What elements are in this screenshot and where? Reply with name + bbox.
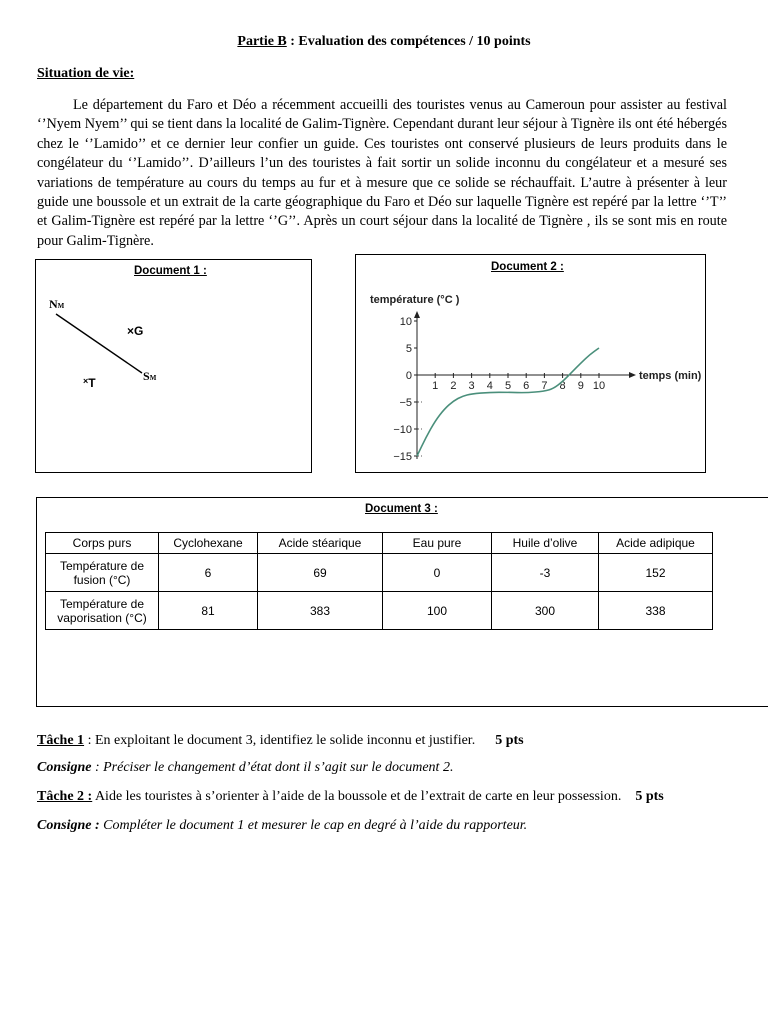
consigne-1-text: : Préciser le changement d’état dont il s’agit sur le document 2.: [91, 760, 454, 775]
x-tick-label: 3: [468, 380, 475, 392]
header-cell: Eau pure: [383, 533, 492, 554]
x-tick-label: 6: [523, 380, 530, 392]
table-cell: -3: [492, 554, 599, 592]
consigne-2-text: Compléter le document 1 et mesurer le cap en degré à l’aide du rapporteur.: [99, 818, 528, 833]
document-1-box: [35, 259, 312, 473]
y-axis-arrow: [414, 311, 420, 318]
x-tick-label: 5: [504, 380, 512, 392]
table-cell: 338: [599, 592, 713, 630]
properties-table: [45, 532, 713, 630]
partie-label: Partie B: [237, 34, 287, 49]
y-tick-label: −10: [393, 424, 412, 436]
task-2-text: Aide les touristes à s’orienter à l’aide de la boussole et de l’extrait de carte en leur possession.: [92, 789, 622, 804]
compass-map-drawing: [36, 260, 311, 472]
consigne-2-label: Consigne :: [37, 818, 100, 833]
x-tick-label: 9: [577, 380, 584, 392]
task-2-label: Tâche 2 :: [37, 789, 93, 804]
table-cell: 300: [492, 592, 599, 630]
table-cell: 383: [258, 592, 383, 630]
y-tick-label: −5: [399, 397, 412, 409]
document-3-title: Document 3 :: [365, 503, 438, 515]
page-title: [0, 34, 768, 50]
south-label: SM: [143, 369, 157, 383]
row-label: Température de fusion (°C): [46, 554, 159, 592]
situation-heading: Situation de vie:: [37, 66, 135, 81]
document-3-box: [36, 497, 768, 707]
header-cell: Corps purs: [46, 533, 159, 554]
y-tick-label: 0: [405, 370, 412, 382]
y-axis-label: température (°C ): [370, 294, 460, 306]
x-tick-label: 2: [450, 380, 457, 392]
x-tick-label: 8: [559, 380, 566, 392]
table-row: [46, 592, 713, 630]
north-south-axis: [56, 314, 142, 373]
consigne-1-label: Consigne: [37, 760, 92, 775]
x-tick-label: 4: [486, 380, 493, 392]
temperature-curve: [417, 348, 599, 456]
consigne-1: [37, 760, 453, 776]
north-label: NM: [49, 297, 65, 311]
y-tick-label: 5: [405, 343, 412, 355]
situation-paragraph: Le département du Faro et Déo a récemment accueilli des touristes venus au Cameroun pour assister au festival ‘’Nyem Nyem’’ qui se tient dans la localité de Galim-Tignère. Cependant durant leur séjour à Tignère ils ont été hébergés chez le ‘’Lamido’’ et ce dernier leur confier un guide. Ces touristes ont conservé plusieurs de leurs produits dans le congélateur du ‘’Lamido’’. D’ailleurs l’un des touristes à fait sortir un solide inconnu du congélateur et a mesuré ses variations de température au cours du temps au fur et à mesure que ce solide se réchauffait. L’autre à présenter à leur guide une boussole et un extrait de la carte géographique du Faro et Déo sur laquelle Tignère est repéré par la lettre ‘’T’’ et Galim-Tignère est repéré par la lettre ‘’G’’. Après un court séjour dans la localité de Tignère , ils se sont mis en route pour Galim-Tignère.: [37, 97, 727, 249]
temperature-chart: [356, 255, 705, 472]
x-tick-label: 10: [592, 380, 606, 392]
document-1-title: Document 1 :: [134, 265, 207, 277]
header-cell: Acide stéarique: [258, 533, 383, 554]
task-1: [37, 733, 524, 749]
tignere-marker: ×T: [83, 376, 96, 390]
x-axis-label: temps (min): [639, 370, 702, 382]
task-2: [37, 789, 664, 805]
document-2-box: [355, 254, 706, 473]
table-cell: 0: [383, 554, 492, 592]
x-axis-arrow: [629, 372, 636, 378]
task-2-points: 5 pts: [635, 789, 664, 804]
task-1-text: : En exploitant le document 3, identifiez le solide inconnu et justifier.: [84, 733, 476, 748]
partie-title: : Evaluation des compétences / 10 points: [286, 34, 531, 49]
x-tick-label: 1: [432, 380, 439, 392]
table-cell: 152: [599, 554, 713, 592]
row-label: Température de vaporisation (°C): [46, 592, 159, 630]
header-cell: Cyclohexane: [159, 533, 258, 554]
consigne-2: [37, 818, 527, 834]
galim-tignere-marker: ×G: [127, 324, 144, 338]
x-tick-label: 7: [541, 380, 548, 392]
y-tick-label: 10: [399, 316, 412, 328]
table-header-row: [46, 533, 713, 554]
header-cell: Huile d’olive: [492, 533, 599, 554]
table-cell: 100: [383, 592, 492, 630]
document-2-title: Document 2 :: [491, 261, 564, 273]
table-cell: 69: [258, 554, 383, 592]
table-cell: 6: [159, 554, 258, 592]
task-1-label: Tâche 1: [37, 733, 85, 748]
table-row: [46, 554, 713, 592]
task-1-points: 5 pts: [495, 733, 524, 748]
y-tick-label: −15: [393, 451, 412, 463]
header-cell: Acide adipique: [599, 533, 713, 554]
table-cell: 81: [159, 592, 258, 630]
